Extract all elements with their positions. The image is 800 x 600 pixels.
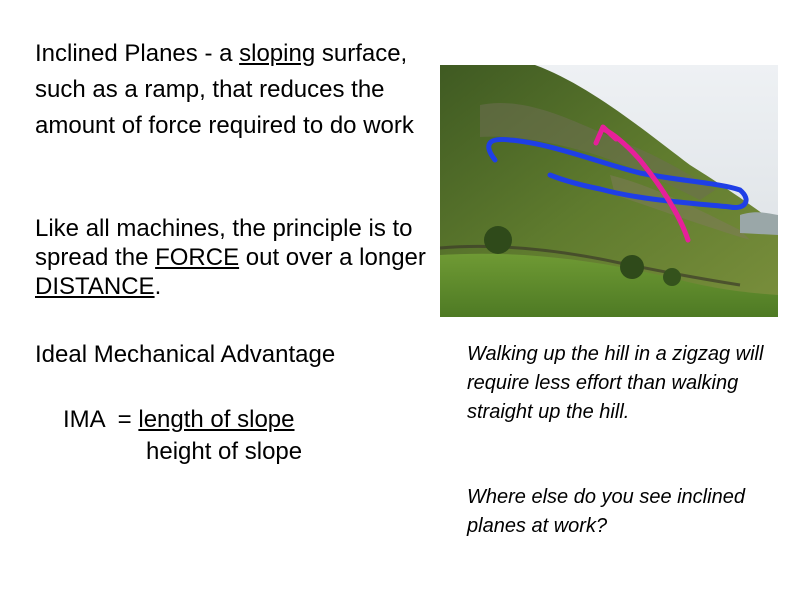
ima-denominator: height of slope — [146, 438, 303, 465]
photo-tree — [663, 268, 681, 286]
principle-text-b: out over a longer — [239, 244, 426, 271]
force-term: FORCE — [155, 244, 240, 271]
question-note: Where else do you see inclined planes at work? — [467, 486, 745, 537]
hillside-photo — [440, 65, 778, 317]
photo-distant-hill — [740, 212, 778, 235]
ima-label: IMA = — [63, 406, 139, 433]
principle-text-a: Like all machines, the principle is to spread the — [35, 215, 413, 271]
title-term: sloping — [239, 40, 316, 67]
principle-paragraph — [35, 214, 435, 301]
zigzag-note: Walking up the hill in a zigzag will require less effort than walking straight up the hill. — [467, 343, 764, 423]
photo-tree — [620, 255, 644, 279]
ima-formula-numerator-line — [63, 404, 295, 436]
distance-term: DISTANCE — [35, 273, 155, 300]
title-prefix: Inclined Planes - a — [35, 40, 240, 67]
slide-title — [35, 36, 435, 144]
photo-tree — [484, 226, 512, 254]
ima-heading: Ideal Mechanical Advantage — [35, 341, 336, 368]
ima-numerator: length of slope — [138, 406, 295, 433]
title-suffix: surface, such as a ramp, that reduces the amount of force required to do work — [35, 40, 414, 139]
principle-text-c: . — [154, 273, 162, 300]
